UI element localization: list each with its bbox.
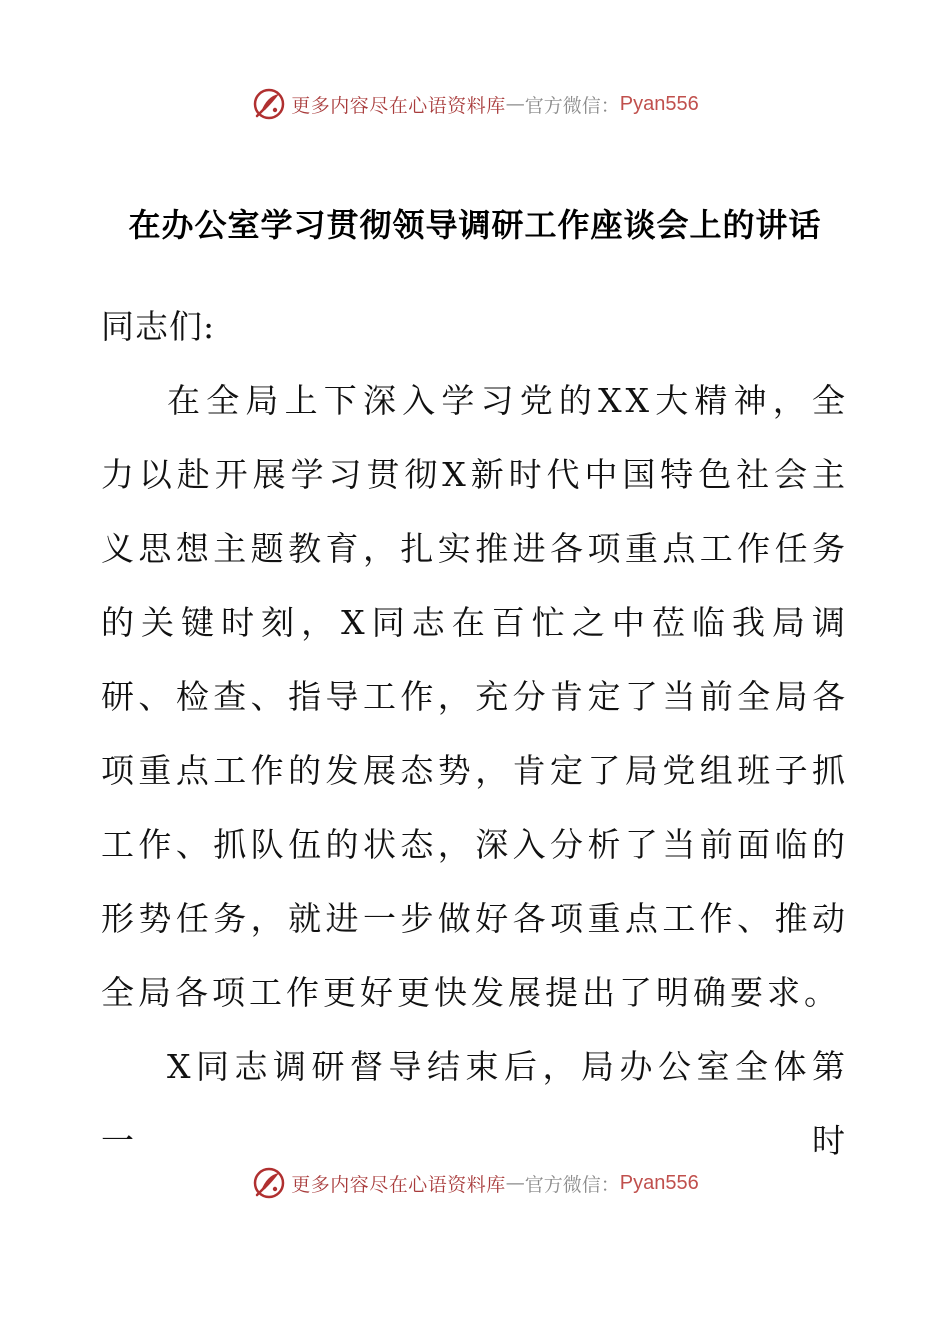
- banner-slogan: 更多内容尽在心语资料库: [291, 1173, 506, 1196]
- banner-wechat-label: 官方微信：: [524, 1173, 620, 1196]
- pen-logo-icon: [251, 86, 287, 122]
- banner-wechat-label: 官方微信：: [524, 94, 620, 117]
- document-body: [101, 290, 849, 1178]
- paragraph-1: 在全局上下深入学习党的XX大精神，全力以赴开展学习贯彻X新时代中国特色社会主义思想主题教育，扎实推进各项重点工作任务的关键时刻，X同志在百忙之中莅临我局调研、检查、指导工作，充分肯定了当前全局各项重点工作的发展态势，肯定了局党组班子抓工作、抓队伍的状态，深入分析了当前面临的形势任务，就进一步做好各项重点工作、推动全局各项工作更好更快发展提出了明确要求。: [101, 381, 849, 1012]
- banner-slogan: 更多内容尽在心语资料库: [291, 94, 506, 117]
- banner-separator: —: [505, 1172, 525, 1194]
- greeting: 同志们:: [101, 307, 216, 346]
- banner-wechat-id: Pyan556: [619, 92, 699, 115]
- paragraph-2: X同志调研督导结束后，局办公室全体第一时: [101, 1047, 849, 1160]
- document-title: 在办公室学习贯彻领导调研工作座谈会上的讲话: [128, 206, 822, 244]
- banner-wechat-id: Pyan556: [619, 1171, 699, 1194]
- header-watermark-banner: [0, 84, 950, 124]
- banner-separator: —: [505, 93, 525, 115]
- footer-watermark-banner: [0, 1163, 950, 1203]
- pen-logo-icon: [251, 1165, 287, 1201]
